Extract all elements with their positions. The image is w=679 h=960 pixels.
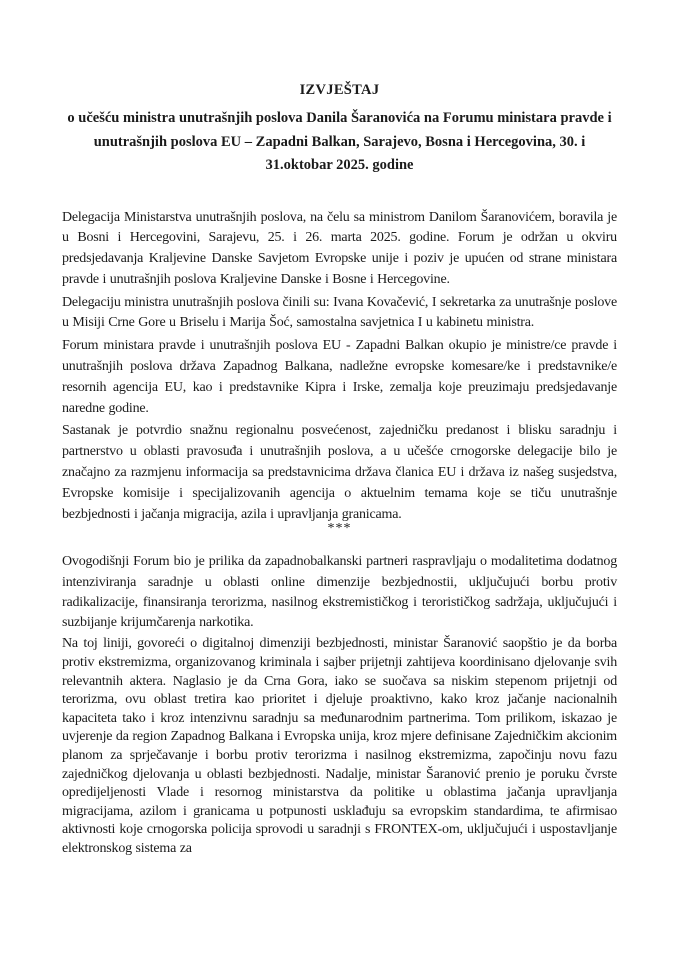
document-subtitle-line-2: unutrašnjih poslova EU – Zapadni Balkan, Sarajevo, Bosna i Hercegovina, 30. i xyxy=(93,133,586,150)
paragraph-delegation: Delegacija Ministarstva unutrašnjih poslova, na čelu sa ministrom Danilom Šaranovićem, boravila je u Bosni i Hercegovini, Sarajevu, 25. i 26. marta 2025. godine. Forum je održan u okviru predsjedavanja Kraljevine Danske Savjetom Evropske unije i poziv je upućen od strane ministara pravde i unutrašnjih poslova Kraljevine Danske i Bosne i Hercegovine. xyxy=(62,209,617,287)
document-title: IZVJEŠTAJ xyxy=(299,82,380,98)
paragraph-delegation-members: Delegaciju ministra unutrašnjih poslova činili su: Ivana Kovačević, I sekretarka za unutrašnje poslove u Misiji Crne Gore u Briselu i Marija Šoć, samostalna savjetnica I u kabinetu ministra. xyxy=(62,294,617,331)
section-separator: *** xyxy=(327,521,352,537)
paragraph-forum-participants: Forum ministara pravde i unutrašnjih poslova EU - Zapadni Balkan okupio je ministre/ce pravde i unutrašnjih poslova država Zapadnog Balkana, nadležne evropske komesare/ke i predstavnike/e resornih agencija EU, kao i predstavnike Kipra i Irske, zemalja koje preuzimaju predsjedavanje naredne godine. xyxy=(62,338,617,416)
paragraph-forum-topics: Ovogodišnji Forum bio je prilika da zapadnobalkanski partneri raspravljaju o modalitetima dodatnog intenziviranja saradnje u oblasti online dimenzije bezbjednostii, uključujući borbu protiv radikalizacije, finansiranja terorizma, nasilnog ekstremističkog i terorističkog sadržaja, uključujući i suzbijanje krijumčarenja narkotika. xyxy=(62,554,617,631)
document-body xyxy=(62,208,617,859)
document-subtitle-line-1: o učešću ministra unutrašnjih poslova Danila Šaranovića na Forumu ministara pravde i xyxy=(67,110,612,126)
document-subtitle-line-3: 31.oktobar 2025. godine xyxy=(265,157,414,173)
document-subtitle xyxy=(62,107,617,178)
paragraph-meeting-summary: Sastanak je potvrdio snažnu regionalnu posvećenost, zajedničku predanost i blisku saradnju i partnerstvo u oblasti pravosuđa i unutrašnjih poslova, a u učešće crnogorske delegacije bilo je značajno za razmjenu informacija sa predstavnicima država članica EU i država iz našeg susjedstva, Evropske komisije i specijalizovanih agencija o aktuelnim temama koje se tiču unutrašnje bezbjednosti i jačanja migracija, azila i upravljanja granicama. xyxy=(62,423,617,522)
paragraph-minister-statement: Na toj liniji, govoreći o digitalnoj dimenziji bezbjednosti, ministar Šaranović saopštio je da borba protiv ekstremizma, organizovanog kriminala i sajber prijetnji zahtijeva koordinisano djelovanje svih relevantnih aktera. Naglasio je da Crna Gora, iako se suočava sa niskim stepenom prijetnji od terorizma, ovu oblast tretira kao prioritet i djeluje proaktivno, kako kroz jačanje nacionalnih kapaciteta tako i kroz intenzivnu saradnju sa međunarodnim partnerima. Tom prilikom, iskazao je uvjerenje da region Zapadnog Balkana i Evropska unija, kroz mjere definisane Zajedničkim akcionim planom za sprječavanje i borbu protiv terorizma i nasilnog ekstremizma, započinju novu fazu zajedničkog djelovanja u oblasti bezbjednosti. Nadalje, ministar Šaranović prenio je poruku čvrste opredijeljenosti Vlade i resornog ministarstva da politike u oblastima jačanja upravljanja migracijama, azilom i granicama u potpunosti usklađuju sa evropskim standardima, te afirmisao aktivnosti koje crnogorska policija sprovodi u saradnji s FRONTEX-om, uključujući i uspostavljanje elektronskog sistema za xyxy=(62,636,617,856)
